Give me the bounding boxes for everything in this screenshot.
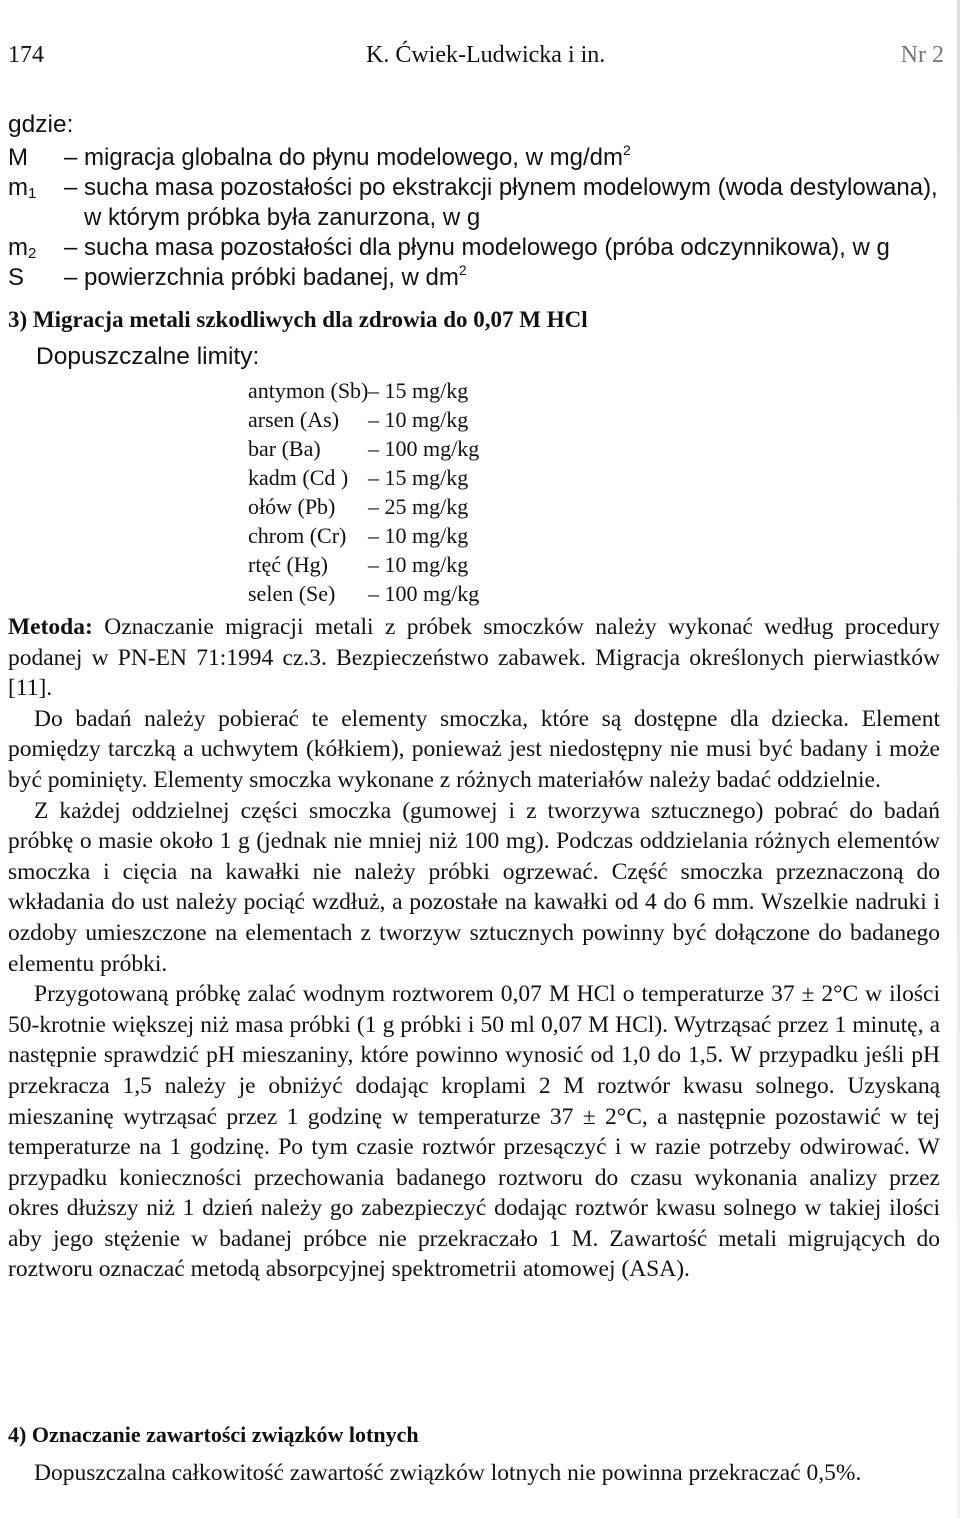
definition-symbol: M <box>8 144 28 171</box>
section-4-body <box>8 1458 940 1489</box>
definition-symbol: $m_1$ <box>8 174 37 202</box>
body-paragraph: Przygotowaną próbkę zalać wodnym roztworem 0,07 M HCl o temperaturze 37 ± 2°C w ilości 50-krotnie większej niż masa próbki (1 g próbki i 50 ml 0,07 M HCl). Wytrząsać przez 1 minutę, a następnie sprawdzić pH mieszaniny, które powinno wynosić od 1,0 do 1,5. W przypadku jeśli pH przekracza 1,5 należy je obniżyć dodając kroplami 2 M roztwór kwasu solnego. Uzyskaną mieszaninę wytrząsać przez 1 godzinę w temperaturze 37 ± 2°C, a następnie pozostawić w tej temperaturze na 1 godzinę. Po tym czasie roztwór przesączyć i w razie potrzeby odwirować. W przypadku konieczności przechowania badanego roztworu do czasu wykonania analizy przez okres dłuższy niż 1 dzień należy go zabezpieczyć dodając roztwór kwasu solnego w takiej ilości aby jego stężenie w badanej próbce nie przekraczało 1 M. Zawartość metali migrujących do roztworu oznaczać metodą absorpcyjnej spektrometrii atomowej (ASA). <box>8 981 940 1283</box>
definition-text: – powierzchnia próbki badanej, w $dm^2$ <box>64 262 467 291</box>
running-title: K. Ćwiek-Ludwicka i in. <box>366 42 606 68</box>
definition-text: – sucha masa pozostałości dla płynu modelowego (próba odczynnikowa), w g <box>64 234 890 261</box>
issue-number: Nr 2 <box>900 42 944 68</box>
definition-symbol: $m_2$ <box>8 234 37 262</box>
body-paragraph: Do badań należy pobierać te elementy smoczka, które są dostępne dla dziecka. Element pomiędzy tarczką a uchwytem (kółkiem), ponieważ jest niedostępny nie musi być badany i może być pominięty. Elementy smoczka wykonane z różnych materiałów należy badać oddzielnie. <box>8 705 940 793</box>
section-3-heading: 3) Migracja metali szkodliwych dla zdrowia do 0,07 M HCl <box>8 307 588 332</box>
definition-text: – migracja globalna do płynu modelowego, w $mg/dm^2$ <box>64 142 631 171</box>
definition-item <box>8 143 940 173</box>
page-number: 174 <box>8 42 44 68</box>
definition-item-continuation <box>8 203 940 233</box>
definition-text: – sucha masa pozostałości po ekstrakcji płynem modelowym (woda destylowana), <box>64 174 938 201</box>
limits-label: Dopuszczalne limity: <box>36 343 260 370</box>
definition-text: w którym próbka była zanurzona, w g <box>84 204 481 231</box>
method-label: Metoda: <box>8 614 93 640</box>
section-4-heading: 4) Oznaczanie zawartości związków lotnych <box>8 1422 419 1447</box>
page-header <box>8 42 944 76</box>
definitions-list <box>8 143 940 293</box>
definition-symbol: S <box>8 264 25 291</box>
definitions-intro: gdzie: <box>8 111 74 138</box>
body-paragraph: Dopuszczalna całkowitość zawartość związków lotnych nie powinna przekraczać 0,5%. <box>34 1460 862 1486</box>
definition-item <box>8 233 940 263</box>
body-paragraph: Z każdej oddzielnej części smoczka (gumowej i z tworzywa sztucznego) pobrać do badań próbkę o masie około 1 g (jednak nie mniej niż 100 mg). Podczas oddzielania różnych elementów smoczka i cięcia na kawałki nie należy próbki ogrzewać. Część smoczka przeznaczoną do wkładania do ust należy pociąć wzdłuż, a pozostałe na kawałki od 4 do 6 mm. Wszelkie nadruki i ozdoby umieszczone na elementach z tworzyw sztucznych powinny być dołączone do badanego elementu próbki. <box>8 797 940 977</box>
definition-item <box>8 263 940 293</box>
method-paragraph: Metoda: Oznaczanie migracji metali z próbek smoczków należy wykonać według procedury podanej w PN-EN 71:1994 cz.3. Bezpieczeństwo zabawek. Migracja określonych pierwiastków [11]. <box>8 614 940 702</box>
document-page: 174 K. Ćwiek-Ludwicka i in. Nr 2 gdzie: M – migracja globalna do płynu modelowego, w $mg/dm^2$ $m_1$ – sucha masa pozostałości po ekstrakcji płynem modelowym (woda destylowana), w którym próbka była zanurzona, w g $m_2$ – sucha masa pozostałości dla płynu modelowego (próba odczynnikowa), w g S – powierzchnia próbki badanej, w $dm^2$ 3) Migracja metali szkodliwych dla zdrowia do 0,07 M HCl Dopuszczalne limity: antymon (Sb) – 15 mg/kg arsen (As) – 10 mg/kg bar (Ba) – 100 mg/kg kadm (Cd ) – 15 mg/kg ołów (Pb) – 25 mg/kg chrom (Cr) – 10 mg/kg rtęć (Hg) – 10 mg/kg selen (Se) – 100 mg/kg Metoda: Oznaczanie migracji metali z próbek smoczków należy wykonać według procedury podanej w PN-EN 71:1994 cz.3. Bezpieczeństwo zabawek. Migracja określonych pierwiastków [11]. Do badań należy pobierać te elementy smoczka, które są dostępne dla dziecka. Element pomiędzy tarczką a uchwytem (kółkiem), ponieważ jest niedostępny nie musi być badany i może być pominięty. Elementy smoczka wykonane z różnych materiałów należy badać oddzielnie. Z każdej oddzielnej części smoczka (gumowej i z tworzywa sztucznego) pobrać do badań próbkę o masie około 1 g (jednak nie mniej niż 100 mg). Podczas oddzielania różnych elementów smoczka i cięcia na kawałki nie należy próbki ogrzewać. Część smoczka przeznaczoną do wkładania do ust należy pociąć wzdłuż, a pozostałe na kawałki od 4 do 6 mm. Wszelkie nadruki i ozdoby umieszczone na elementach z tworzyw sztucznych powinny być dołączone do badanego elementu próbki. Przygotowaną próbkę zalać wodnym roztworem 0,07 M HCl o temperaturze 37 ± 2°C w ilości 50-krotnie większej niż masa próbki (1 g próbki i 50 ml 0,07 M HCl). Wytrząsać przez 1 minutę, a następnie sprawdzić pH mieszaniny, które powinno wynosić od 1,0 do 1,5. W przypadku jeśli pH przekracza 1,5 należy je obniżyć dodając kroplami 2 M roztwór kwasu solnego. Uzyskaną mieszaninę wytrząsać przez 1 godzinę w temperaturze 37 ± 2°C, a następnie pozostawić w tej temperaturze na 1 godzinę. Po tym czasie roztwór przesączyć i w razie potrzeby odwirować. W przypadku konieczności przechowania badanego roztworu do czasu wykonania analizy przez okres dłuższy niż 1 dzień należy go zabezpieczyć dodając roztwór kwasu solnego w takiej ilości aby jego stężenie w badanej próbce nie przekraczało 1 M. Zawartość metali migrujących do roztworu oznaczać metodą absorpcyjnej spektrometrii atomowej (ASA). 4) Oznaczanie zawartości związków lotnych Dopuszczalna całkowitość zawartość związków lotnych nie powinna przekraczać 0,5%. <box>0 0 960 1518</box>
method-body <box>8 612 940 1285</box>
definition-item <box>8 173 940 203</box>
